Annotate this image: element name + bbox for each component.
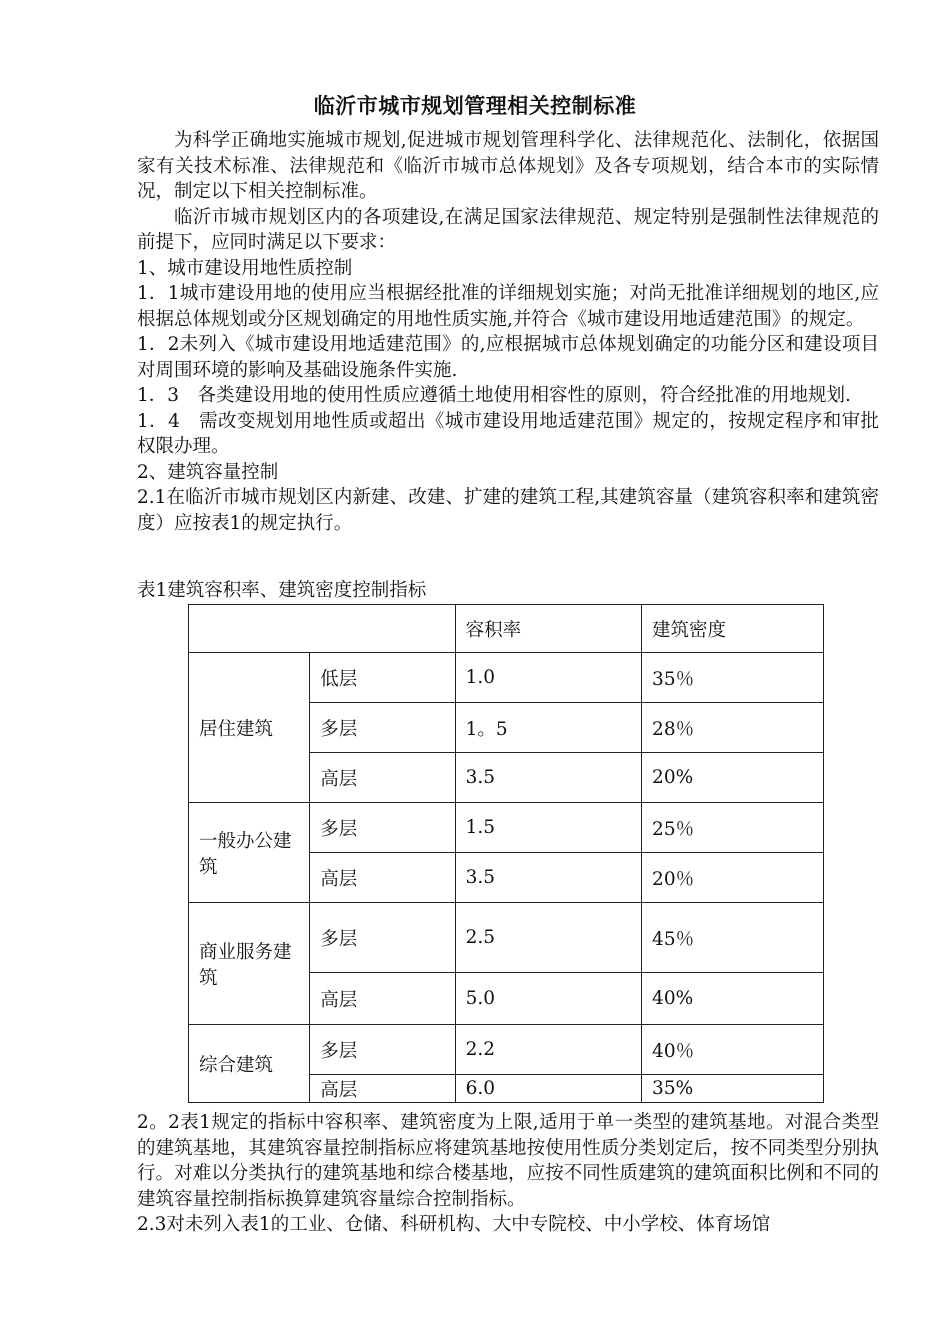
table-header-density: 建筑密度 — [642, 605, 824, 653]
density-cell: 20％ — [642, 853, 824, 903]
category-cell-commercial: 商业服务建筑 — [189, 903, 310, 1025]
table-header-far: 容积率 — [455, 605, 641, 653]
type-cell: 多层 — [310, 703, 455, 753]
far-cell: 5.0 — [455, 973, 641, 1025]
density-cell: 20% — [642, 753, 824, 803]
section-1-item-4: 1．4 需改变规划用地性质或超出《城市建设用地适建范围》规定的，按规定程序和审批权限办理。 — [137, 410, 879, 457]
category-cell-mixed: 综合建筑 — [189, 1025, 310, 1103]
table-header-row — [189, 605, 824, 653]
table-row — [189, 653, 824, 703]
section-2-item-3: 2.3对未列入表1的工业、仓储、科研机构、大中专院校、中小学校、体育场馆 — [137, 1214, 771, 1235]
density-cell: 35％ — [642, 653, 824, 703]
far-cell: 1.0 — [455, 653, 641, 703]
type-cell: 低层 — [310, 653, 455, 703]
density-cell: 35% — [642, 1075, 824, 1103]
category-cell-office: 一般办公建 筑 — [189, 803, 310, 903]
body-text-bottom — [137, 1110, 879, 1238]
section-2-heading: 2、建筑容量控制 — [137, 461, 279, 483]
type-cell: 多层 — [310, 903, 455, 973]
density-cell: 25％ — [642, 803, 824, 853]
type-cell: 高层 — [310, 973, 455, 1025]
document-title: 临沂市城市规划管理相关控制标准 — [313, 93, 637, 118]
section-2-item-1: 2.1在临沂市城市规划区内新建、改建、扩建的建筑工程,其建筑容量（建筑容积率和建筑密度）应按表1的规定执行。 — [137, 487, 879, 534]
table-caption: 表1建筑容积率、建筑密度控制指标 — [137, 580, 427, 601]
type-cell: 多层 — [310, 1025, 455, 1075]
control-index-table — [188, 604, 824, 1103]
table-row — [189, 803, 824, 853]
density-cell: 28％ — [642, 703, 824, 753]
section-1-heading: 1、城市建设用地性质控制 — [137, 257, 353, 279]
type-cell: 多层 — [310, 803, 455, 853]
far-cell: 2.2 — [455, 1025, 641, 1075]
density-cell: 45％ — [642, 903, 824, 973]
intro-paragraph-2: 临沂市城市规划区内的各项建设,在满足国家法律规范、规定特别是强制性法律规范的前提下，应同时满足以下要求： — [137, 206, 879, 253]
section-1-item-3: 1．3 各类建设用地的使用性质应遵循土地使用相容性的原则，符合经批准的用地规划. — [137, 385, 851, 406]
table-header-blank — [189, 605, 456, 653]
far-cell: 1。5 — [455, 703, 641, 753]
section-1-item-1: 1．1城市建设用地的使用应当根据经批准的详细规划实施；对尚无批准详细规划的地区,应根据总体规划或分区规划确定的用地性质实施,并符合《城市建设用地适建范围》的规定。 — [137, 283, 879, 330]
type-cell: 高层 — [310, 753, 455, 803]
body-text-top — [137, 128, 879, 536]
section-2-item-2: 2。2表1规定的指标中容积率、建筑密度为上限,适用于单一类型的建筑基地。对混合类型的建筑基地，其建筑容量控制指标应将建筑基地按使用性质分类划定后，按不同类型分别执行。对难以分类执行的建筑基地和综合楼基地，应按不同性质建筑的建筑面积比例和不同的建筑容量控制指标换算建筑容量综合控制指标。 — [137, 1112, 879, 1210]
far-cell: 6.0 — [455, 1075, 641, 1103]
table-row — [189, 903, 824, 973]
far-cell: 2.5 — [455, 903, 641, 973]
type-cell: 高层 — [310, 1075, 455, 1103]
type-cell: 高层 — [310, 853, 455, 903]
far-cell: 3.5 — [455, 753, 641, 803]
intro-paragraph-1: 为科学正确地实施城市规划,促进城市规划管理科学化、法律规范化、法制化，依据国家有关技术标准、法律规范和《临沂市城市总体规划》及各专项规划，结合本市的实际情况，制定以下相关控制标准。 — [137, 130, 879, 202]
table-row — [189, 1025, 824, 1075]
density-cell: 40％ — [642, 1025, 824, 1075]
far-cell: 3.5 — [455, 853, 641, 903]
section-1-item-2: 1．2未列入《城市建设用地适建范围》的,应根据城市总体规划确定的功能分区和建设项目对周围环境的影响及基础设施条件实施. — [137, 334, 879, 381]
density-cell: 40% — [642, 973, 824, 1025]
far-cell: 1.5 — [455, 803, 641, 853]
category-cell-residential: 居住建筑 — [189, 653, 310, 803]
